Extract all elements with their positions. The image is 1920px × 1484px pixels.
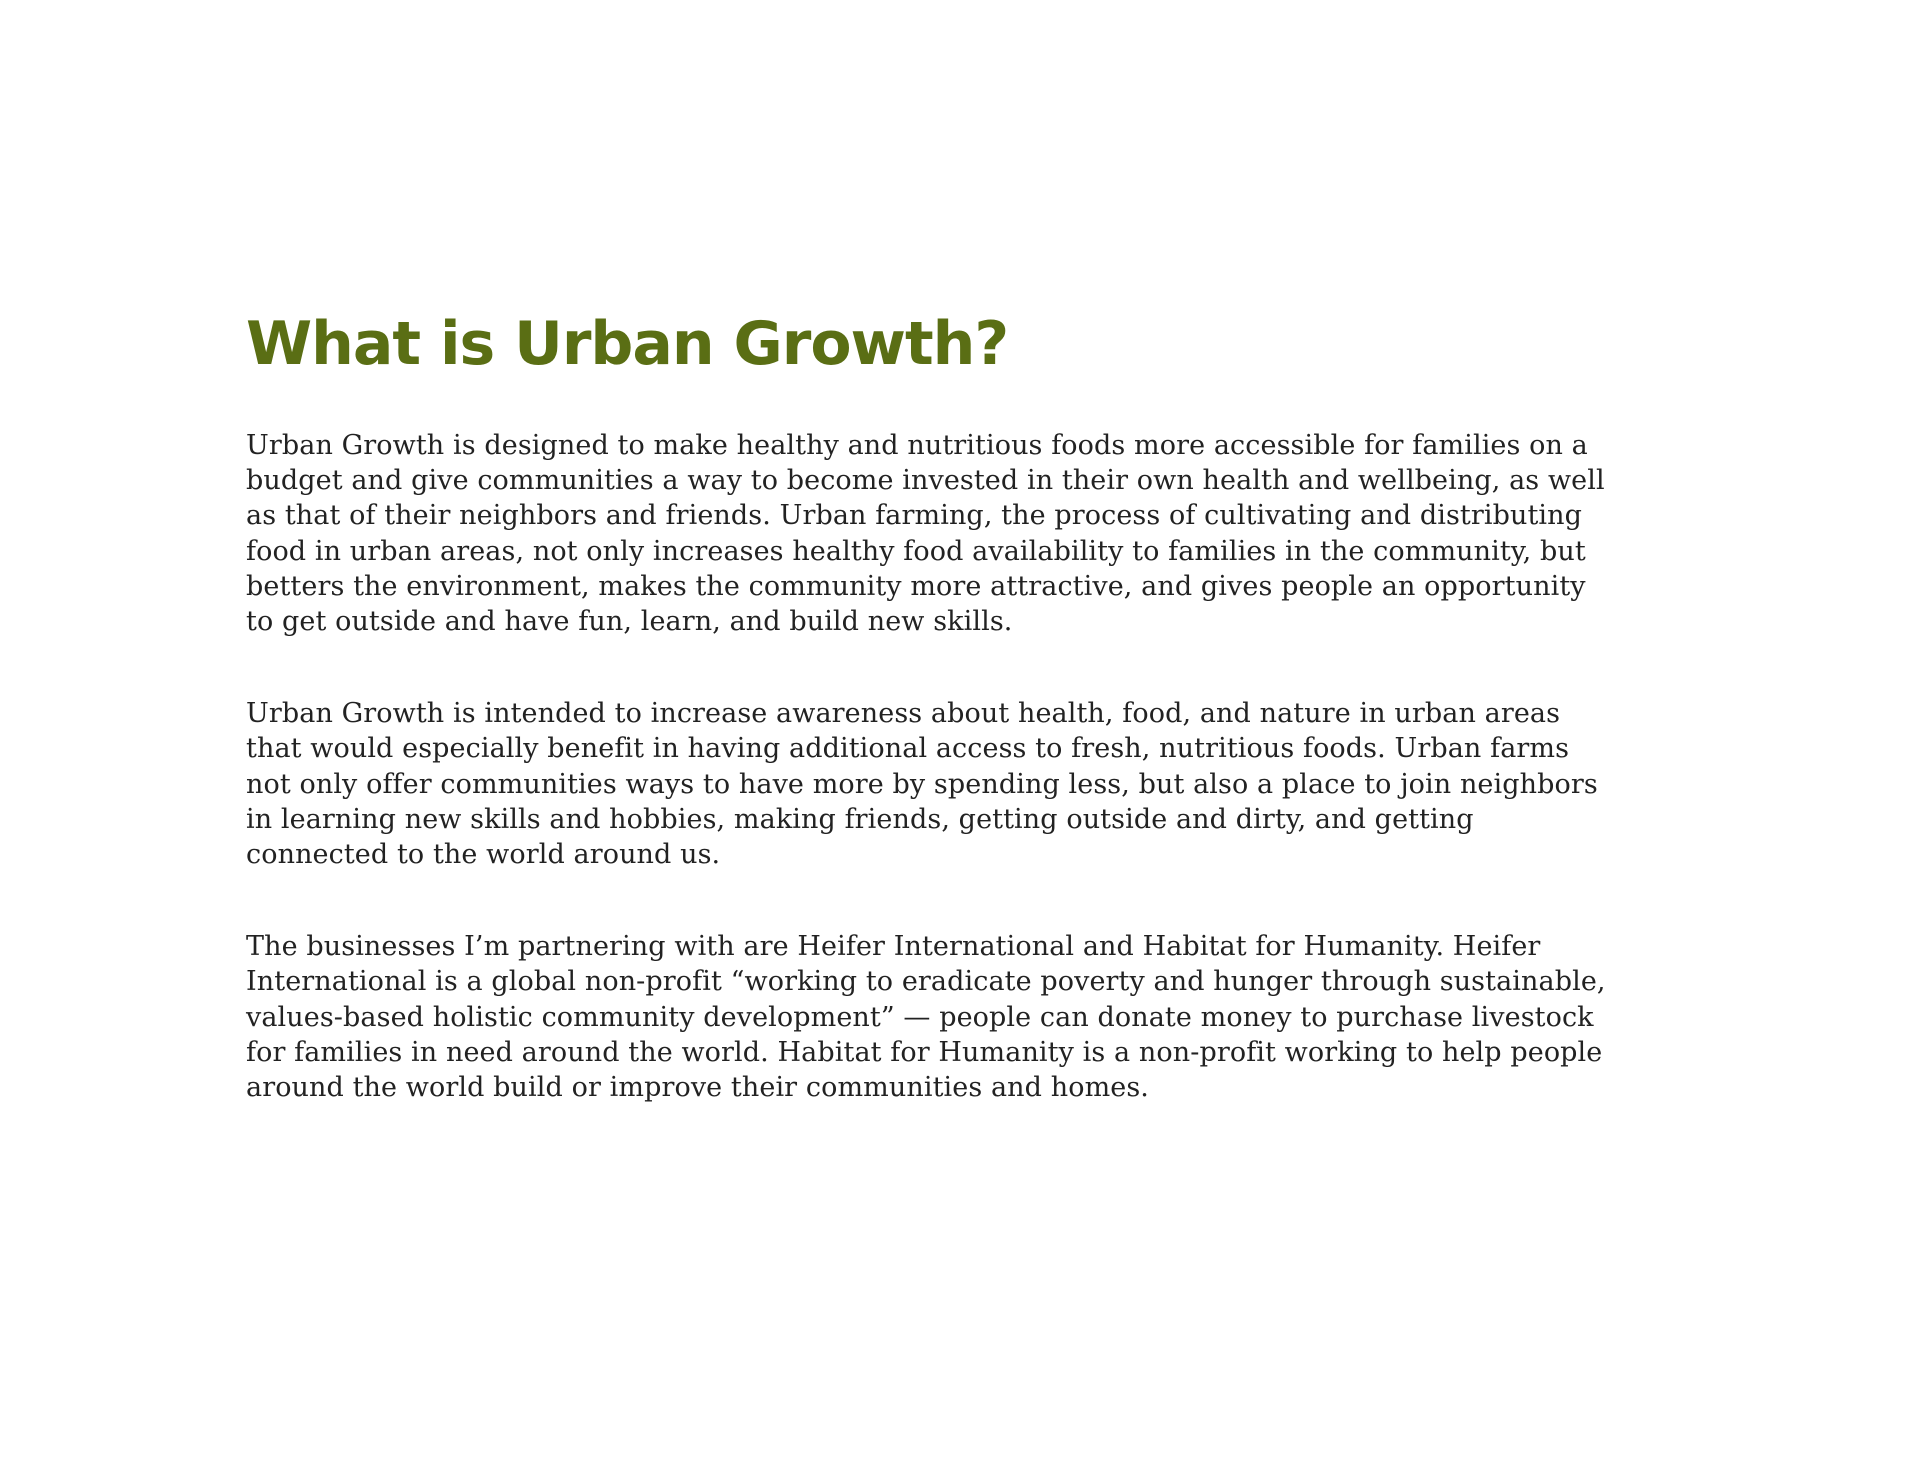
document-content	[246, 306, 1706, 1105]
paragraph-line: The businesses I’m partnering with are Heifer International and Habitat for Humanity. Heifer	[246, 931, 1541, 963]
paragraph-line: International is a global non-profit “working to eradicate poverty and hunger through sustainable,	[246, 966, 1606, 998]
paragraph-line: values-based holistic community development” — people can donate money to purchase livestock	[246, 1001, 1594, 1033]
paragraph-line: betters the environment, makes the community more attractive, and gives people an opportunity	[246, 570, 1586, 602]
paragraph-line: connected to the world around us.	[246, 839, 721, 871]
paragraph-line: Urban Growth is intended to increase awareness about health, food, and nature in urban areas	[246, 698, 1561, 730]
paragraph-line: food in urban areas, not only increases healthy food availability to families in the community, but	[246, 535, 1586, 567]
paragraph-partners	[246, 929, 1706, 1105]
paragraph-line: budget and give communities a way to become invested in their own health and wellbeing, as well	[246, 465, 1605, 497]
paragraph-line: for families in need around the world. Habitat for Humanity is a non-profit working to help people	[246, 1036, 1603, 1068]
paragraph-line: Urban Growth is designed to make healthy and nutritious foods more accessible for families on a	[246, 430, 1588, 461]
paragraph-awareness	[246, 696, 1706, 872]
paragraph-line: around the world build or improve their communities and homes.	[246, 1072, 1149, 1104]
paragraph-line: not only offer communities ways to have more by spending less, but also a place to join neighbors	[246, 768, 1598, 800]
paragraph-line: as that of their neighbors and friends. Urban farming, the process of cultivating and distributing	[246, 500, 1583, 532]
page-title: What is Urban Growth?	[246, 309, 1009, 379]
paragraph-line: to get outside and have fun, learn, and build new skills.	[246, 606, 1013, 638]
paragraph-line: in learning new skills and hobbies, making friends, getting outside and dirty, and getting	[246, 803, 1474, 835]
paragraph-line: that would especially benefit in having additional access to fresh, nutritious foods. Urban farms	[246, 733, 1570, 765]
paragraph-intro	[246, 428, 1706, 639]
